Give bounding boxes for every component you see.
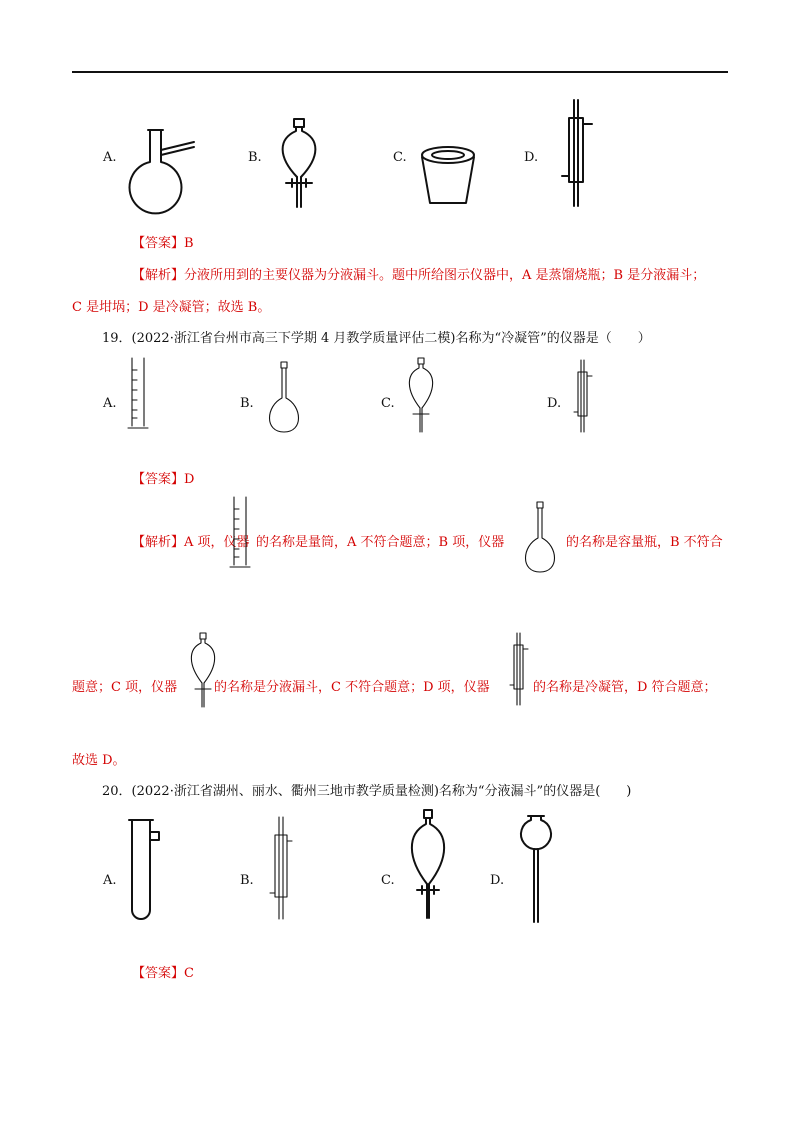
q20-option-a-label: A.	[103, 873, 117, 888]
q19-explain-c-head: 题意；C 项，仪器	[72, 680, 178, 695]
q18-answer: 【答案】B	[132, 236, 194, 251]
separatory-funnel-icon	[186, 630, 220, 712]
long-neck-bulb-funnel-icon	[514, 812, 558, 924]
separatory-funnel-icon	[276, 117, 322, 211]
q19-stem: 19．(2022·浙江省台州市高三下学期 4 月教学质量评估二模)名称为“冷凝管”的仪器是（ ）	[102, 331, 651, 346]
graduated-cylinder-icon	[228, 494, 254, 574]
condenser-icon	[268, 815, 294, 921]
graduated-cylinder-icon	[126, 356, 152, 434]
volumetric-flask-icon	[518, 500, 562, 576]
q19-option-b-label: B.	[240, 396, 254, 411]
q20-answer: 【答案】C	[132, 966, 194, 981]
q18-option-d-label: D.	[524, 150, 539, 165]
q19-option-a-label: A.	[103, 396, 117, 411]
separatory-funnel-icon	[405, 808, 451, 922]
q19-explain-a-head: 【解析】A 项，仪器	[132, 535, 250, 550]
q19-explain-end: 故选 D。	[72, 753, 126, 768]
q19-answer: 【答案】D	[132, 472, 195, 487]
condenser-icon	[558, 96, 600, 210]
q20-option-b-label: B.	[240, 873, 254, 888]
separatory-funnel-icon	[404, 356, 438, 436]
condenser-icon	[508, 628, 530, 710]
q19-explain-b-tail: 的名称是容量瓶，B 不符合	[566, 535, 723, 550]
crucible-icon	[418, 143, 478, 207]
q20-stem: 20．(2022·浙江省湖州、丽水、衢州三地市教学质量检测)名称为“分液漏斗”的仪器是( )	[102, 784, 632, 799]
q19-explain-a-tail: 的名称是量筒，A 不符合题意；B 项，仪器	[256, 535, 505, 550]
q18-option-c-label: C.	[393, 150, 407, 165]
q19-option-c-label: C.	[381, 396, 395, 411]
q20-option-d-label: D.	[490, 873, 505, 888]
condenser-icon	[572, 358, 594, 434]
q18-option-a-label: A.	[103, 150, 117, 165]
q19-explain-d-tail: 的名称是冷凝管，D 符合题意；	[533, 680, 717, 695]
q18-explain-line1: 【解析】分液所用到的主要仪器为分液漏斗。题中所给图示仪器中，A 是蒸馏烧瓶；B 是分液漏斗；	[132, 268, 706, 283]
branched-test-tube-icon	[125, 816, 165, 924]
header-rule	[72, 71, 728, 73]
q18-explain-line2: C 是坩埚；D 是冷凝管；故选 B。	[72, 300, 271, 315]
q18-option-b-label: B.	[248, 150, 262, 165]
distillation-flask-icon	[128, 126, 200, 212]
q20-option-c-label: C.	[381, 873, 395, 888]
volumetric-flask-icon	[262, 360, 306, 436]
q19-explain-c-tail: 的名称是分液漏斗，C 不符合题意；D 项，仪器	[214, 680, 490, 695]
q19-option-d-label: D.	[547, 396, 562, 411]
